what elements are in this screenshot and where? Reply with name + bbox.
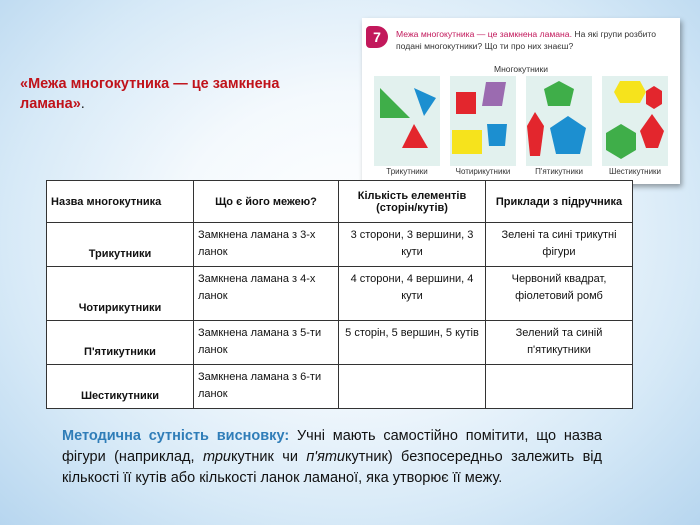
conclusion-emphasis-pyaty: п'яти — [306, 449, 345, 465]
quote-definition — [20, 74, 320, 114]
red-square — [456, 92, 476, 114]
quote-text: «Межа многокутника — це замкнена ламана» — [20, 76, 280, 112]
row-boundary: Замкнена ламана з 6-ти ланок — [194, 365, 339, 409]
row-examples: Зелений та синій п'ятикутники — [486, 321, 633, 365]
category-pentagons: П'ятикутники — [535, 167, 583, 176]
polygons-title: Многокутники — [493, 64, 548, 74]
question-rest: На які групи розбито подані многокутники? Що ти про них знаєш? — [396, 29, 657, 51]
category-quadrilaterals: Чотирикутники — [455, 167, 511, 176]
conclusion-text-2: кутник чи — [231, 449, 307, 465]
panel-triangles — [374, 76, 440, 166]
header-boundary: Що є його межею? — [194, 181, 339, 223]
table-row — [47, 321, 633, 365]
purple-rhombus — [482, 82, 506, 106]
row-boundary: Замкнена ламана з 3-х ланок — [194, 223, 339, 267]
methodical-conclusion — [62, 426, 602, 489]
polygons-illustration — [374, 76, 670, 166]
polygons-table — [46, 180, 633, 409]
quote-end: . — [80, 96, 85, 112]
conclusion-text-3: кутник) безпосередньо залежить від кількості її кутів або кількості ланок ламаної, яка утворює її межу. — [62, 449, 602, 486]
header-element-count: Кількість елементів (сторін/кутів) — [339, 181, 486, 223]
row-name: Трикутники — [47, 223, 194, 267]
exercise-question — [396, 28, 676, 52]
yellow-hexagon — [614, 81, 646, 103]
exercise-number: 7 — [366, 26, 388, 48]
conclusion-lead: Методична сутність висновку: — [62, 428, 290, 444]
row-count: 4 сторони, 4 вершини, 4 кути — [339, 267, 486, 321]
category-hexagons: Шестикутники — [608, 167, 662, 176]
table-row — [47, 365, 633, 409]
yellow-rectangle — [452, 130, 482, 154]
row-examples: Червоний квадрат, фіолетовий ромб — [486, 267, 633, 321]
row-boundary: Замкнена ламана з 4-х ланок — [194, 267, 339, 321]
question-highlight: Межа многокутника — це замкнена ламана. — [396, 29, 572, 39]
textbook-excerpt — [362, 18, 680, 184]
row-count: 5 сторін, 5 вершин, 5 кутів — [339, 321, 486, 365]
conclusion-emphasis-tri: три — [202, 449, 231, 465]
row-name: Чотирикутники — [47, 267, 194, 321]
header-examples: Приклади з підручника — [486, 181, 633, 223]
blue-quadrilateral — [487, 124, 507, 146]
row-examples — [486, 365, 633, 409]
row-name: П'ятикутники — [47, 321, 194, 365]
table-row — [47, 223, 633, 267]
row-count — [339, 365, 486, 409]
header-polygon-name: Назва многокутника — [47, 181, 194, 223]
conclusion-text-1: Учні мають самостійно помітити, що назва фігури (наприклад, — [62, 428, 602, 465]
row-boundary: Замкнена ламана з 5-ти ланок — [194, 321, 339, 365]
category-triangles: Трикутники — [386, 167, 428, 176]
row-examples: Зелені та сині трикутні фігури — [486, 223, 633, 267]
table-row — [47, 267, 633, 321]
row-name: Шестикутники — [47, 365, 194, 409]
row-count: 3 сторони, 3 вершини, 3 кути — [339, 223, 486, 267]
table-header-row — [47, 181, 633, 223]
